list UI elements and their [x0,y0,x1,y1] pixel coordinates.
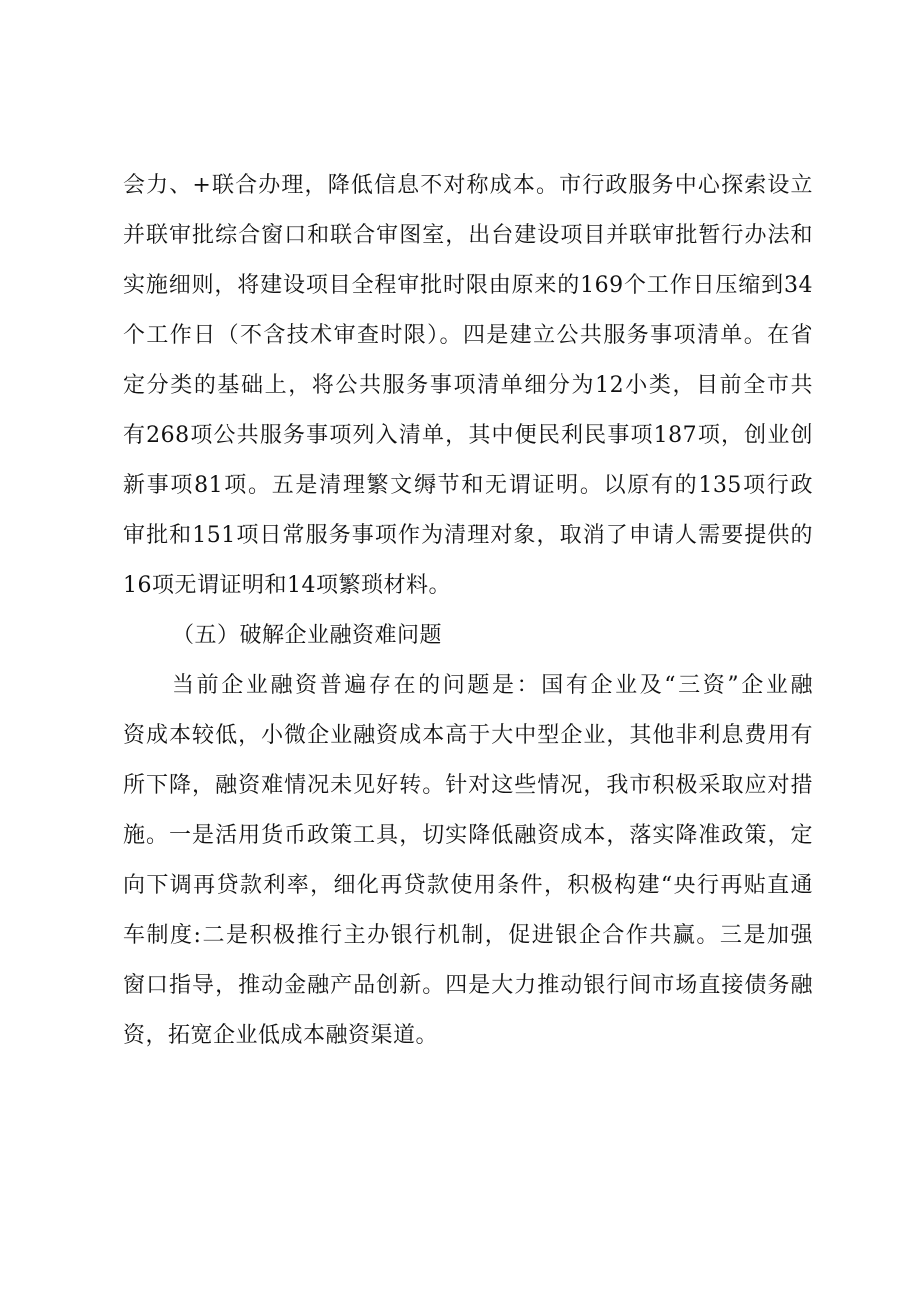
paragraph-2-line-5: 向下调再贷款利率，细化再贷款使用条件，积极构建“央行再贴直通 [123,873,813,898]
paragraph-1-line-8: 审批和151项日常服务事项作为清理对象，取消了申请人需要提供的 [123,523,813,548]
paragraph-1-line-1: 会力、+联合办理，降低信息不对称成本。市行政服务中心探索设立 [123,173,813,198]
paragraph-1-line-2: 并联审批综合窗口和联合审图室，出台建设项目并联审批暂行办法和 [123,223,813,248]
paragraph-2-line-6: 车制度:二是积极推行主办银行机制，促进银企合作共赢。三是加强 [123,923,813,948]
paragraph-2-line-2: 资成本较低，小微企业融资成本高于大中型企业，其他非利息费用有 [123,723,813,748]
paragraph-2-line-4: 施。一是活用货币政策工具，切实降低融资成本，落实降准政策，定 [123,823,813,848]
paragraph-1-line-5: 定分类的基础上，将公共服务事项清单细分为12小类，目前全市共 [123,373,813,398]
paragraph-2-line-8: 资，拓宽企业低成本融资渠道。 [123,1023,439,1048]
paragraph-1-line-6: 有268项公共服务事项列入清单，其中便民利民事项187项，创业创 [123,423,813,448]
section-heading: （五）破解企业融资难问题 [172,623,443,648]
paragraph-2-line-3: 所下降，融资难情况未见好转。针对这些情况，我市积极采取应对措 [123,773,813,798]
paragraph-2-line-1: 当前企业融资普遍存在的问题是：国有企业及“三资”企业融 [172,673,813,698]
paragraph-1-line-9: 16项无谓证明和14项繁琐材料。 [123,573,451,598]
paragraph-2-line-7: 窗口指导，推动金融产品创新。四是大力推动银行间市场直接债务融 [123,973,813,998]
paragraph-1-line-7: 新事项81项。五是清理繁文缛节和无谓证明。以原有的135项行政 [123,473,813,498]
paragraph-1-line-3: 实施细则，将建设项目全程审批时限由原来的169个工作日压缩到34 [123,273,813,298]
paragraph-1-line-4: 个工作日（不含技术审查时限）。四是建立公共服务事项清单。在省 [123,323,813,348]
